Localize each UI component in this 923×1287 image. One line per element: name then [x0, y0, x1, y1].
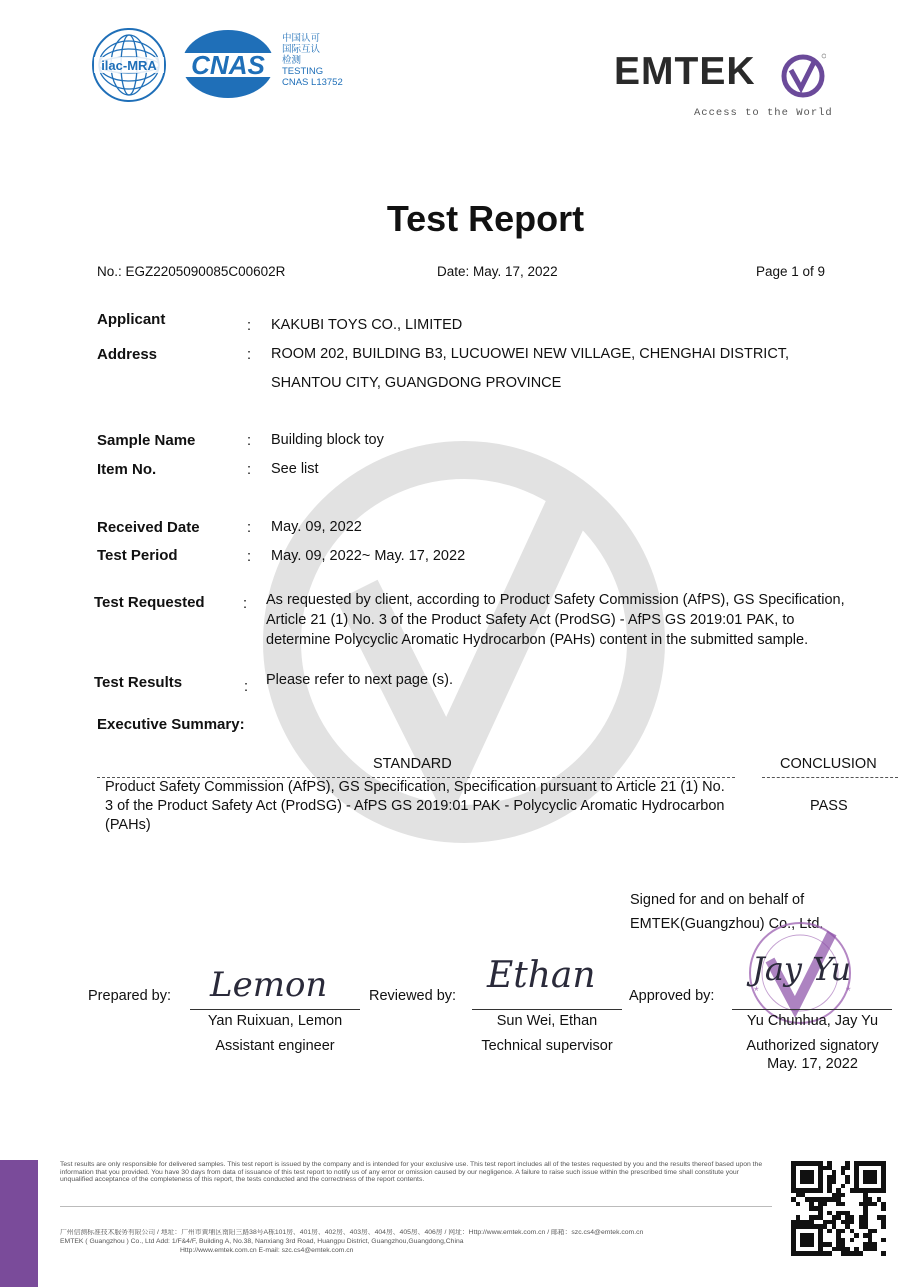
signature-line	[472, 1009, 622, 1010]
conclusion-column-header: CONCLUSION	[780, 756, 877, 772]
reviewed-signature: Ethan	[487, 955, 596, 996]
prepared-by-label: Prepared by:	[88, 988, 172, 1004]
item-no-label: Item No.	[97, 461, 157, 478]
footer-address-cn: 广州信测标准技术服务有限公司 / 地址：广州市黄埔区南阳三路38号A栋101房、401房、402房、403房、404房、405房、406房 / 网址：Http://www.emtek.com.cn / 邮箱：szc.cs4@emtek.com.cn	[60, 1229, 644, 1236]
svg-text:CNAS: CNAS	[191, 50, 265, 80]
colon: :	[247, 318, 252, 334]
test-results-value: Please refer to next page (s).	[266, 672, 453, 688]
address-line-1: ROOM 202, BUILDING B3, LUCUOWEI NEW VILLAGE, CHENGHAI DISTRICT,	[271, 346, 790, 362]
cnas-accreditation-text: 中国认可 国际互认 检测 TESTING CNAS L13752	[282, 33, 343, 88]
footer-web: Http://www.emtek.com.cn E-mail: szc.cs4@emtek.com.cn	[180, 1247, 354, 1254]
emtek-logo-icon	[780, 53, 826, 99]
sample-name-value: Building block toy	[271, 432, 384, 448]
emtek-tagline: Access to the World	[694, 107, 833, 119]
item-no-value: See list	[271, 461, 319, 477]
conclusion-value: PASS	[810, 798, 848, 814]
address-line-2: SHANTOU CITY, GUANGDONG PROVINCE	[271, 375, 562, 391]
footer-purple-bar	[0, 1160, 38, 1287]
svg-text:*: *	[754, 984, 759, 998]
approved-date: May. 17, 2022	[767, 1056, 858, 1072]
received-date-value: May. 09, 2022	[271, 519, 362, 535]
page-indicator: Page 1 of 9	[756, 264, 826, 279]
approved-by-label: Approved by:	[629, 988, 715, 1004]
approved-signature: Jay Yu	[752, 950, 852, 988]
approved-title: Authorized signatory	[746, 1038, 879, 1054]
svg-text:*: *	[846, 984, 851, 998]
applicant-label: Applicant	[97, 311, 166, 328]
ilac-label: ilac-MRA	[101, 58, 157, 73]
colon: :	[243, 596, 248, 612]
cnas-logo	[180, 28, 276, 100]
emtek-brand: EMTEK	[614, 50, 756, 93]
footer-address-en: EMTEK ( Guangzhou ) Co., Ltd Add: 1/F&4/F, Building A, No.38, Nanxiang 3rd Road, Huangpu District, Guangzhou,Guangdong,China	[60, 1238, 464, 1245]
qr-module	[881, 1251, 886, 1256]
signed-for-line-2: EMTEK(Guangzhou) Co., Ltd.	[630, 916, 824, 932]
sample-name-label: Sample Name	[97, 432, 196, 449]
applicant-value: KAKUBI TOYS CO., LIMITED	[271, 317, 463, 333]
standard-text: Product Safety Commission (AfPS), GS Specification, Specification pursuant to Article 21 (1) No. 3 of the Product Safety Act (ProdSG) - AfPS GS 2019:01 PAK - Polycyclic Aromatic Hydrocarbon (PAHs)	[105, 779, 725, 833]
colon: :	[244, 679, 249, 695]
received-date-label: Received Date	[97, 519, 200, 536]
prepared-signature: Lemon	[210, 965, 328, 1005]
standard-column-header: STANDARD	[373, 756, 452, 772]
report-date: Date: May. 17, 2022	[437, 264, 558, 279]
report-number: No.: EGZ2205090085C00602R	[97, 264, 286, 279]
footer-disclaimer: Test results are only responsible for delivered samples. This test report is issued by the company and is intended for your exclusive use. This test report includes all of the testes requested by you and the results thereof based upon the information that you provided. You have 30 days from data of issuance of this test report to notify us of any error or omission caused by our negligence. A failure to raise such issue within the prescribed time shall constitute your unqualified acceptance of the completeness of this report, the tests conducted and the correctness of the report contents.	[60, 1161, 763, 1184]
prepared-title: Assistant engineer	[215, 1038, 335, 1054]
signature-line	[190, 1009, 360, 1010]
test-requested-label: Test Requested	[94, 594, 205, 611]
executive-summary-heading: Executive Summary:	[97, 716, 245, 733]
reviewed-name: Sun Wei, Ethan	[496, 1013, 598, 1029]
test-results-label: Test Results	[94, 674, 183, 691]
colon: :	[247, 347, 252, 363]
page-title: Test Report	[386, 198, 585, 239]
test-period-value: May. 09, 2022~ May. 17, 2022	[271, 548, 466, 564]
signature-line	[732, 1009, 892, 1010]
test-period-label: Test Period	[97, 547, 178, 564]
approved-name: Yu Chunhua, Jay Yu	[746, 1013, 879, 1029]
reviewed-by-label: Reviewed by:	[369, 988, 457, 1004]
colon: :	[247, 520, 252, 536]
test-requested-value: As requested by client, according to Product Safety Commission (AfPS), GS Specification, Article 21 (1) No. 3 of the Product Safety Act (ProdSG) - AfPS GS 2019:01 PAK, to determine Polycyclic Aromatic Hydrocarbon (PAHs) content in the submitted sample.	[266, 592, 845, 648]
table-divider	[762, 777, 898, 778]
footer-divider	[60, 1206, 772, 1207]
colon: :	[247, 549, 252, 565]
colon: :	[247, 462, 252, 478]
colon: :	[247, 433, 252, 449]
ilac-mra-logo	[90, 26, 168, 104]
reviewed-title: Technical supervisor	[481, 1038, 613, 1054]
prepared-name: Yan Ruixuan, Lemon	[207, 1013, 343, 1029]
signed-for-line-1: Signed for and on behalf of	[630, 892, 805, 908]
address-label: Address	[97, 346, 158, 363]
qr-code[interactable]	[791, 1161, 886, 1256]
